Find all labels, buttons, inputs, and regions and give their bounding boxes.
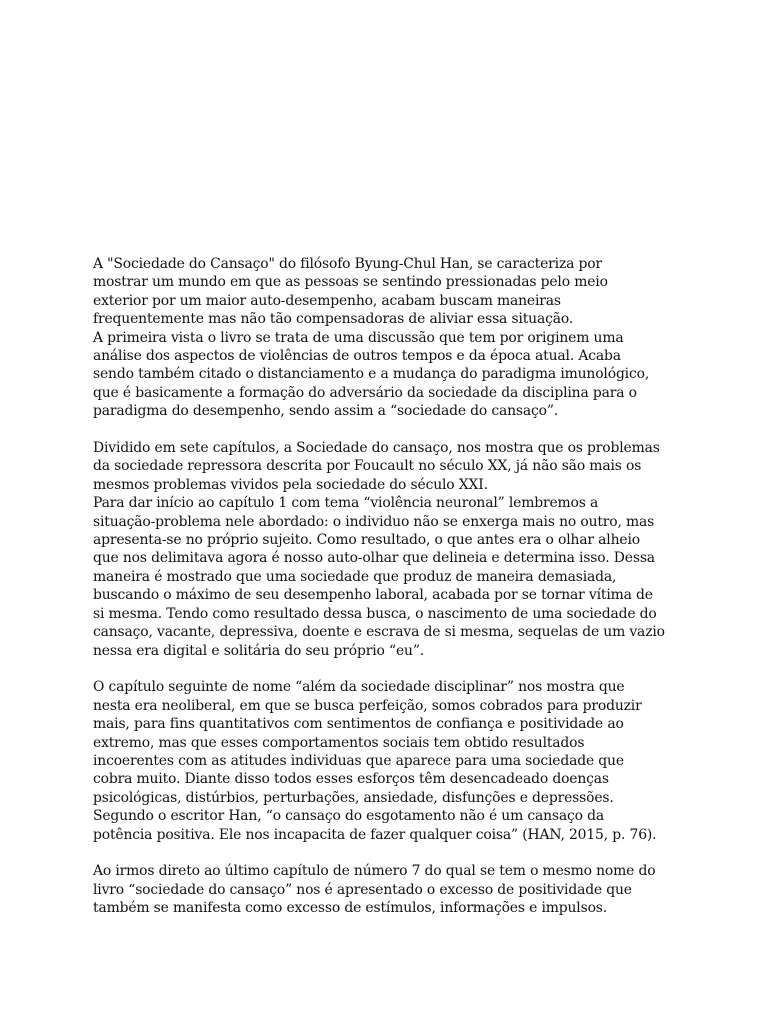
text-line: incoerentes com as atitudes individuas que aparece para uma sociedade que xyxy=(93,752,624,769)
paragraph-chapter-1 xyxy=(93,439,683,660)
text-line: apresenta-se no próprio sujeito. Como resultado, o que antes era o olhar alheio xyxy=(93,532,640,549)
text-line: análise dos aspectos de violências de outros tempos e da época atual. Acaba xyxy=(93,348,621,365)
text-line: mesmos problemas vividos pela sociedade do século XXI. xyxy=(93,476,488,493)
text-line: que é basicamente a formação do adversário da sociedade da disciplina para o xyxy=(93,384,637,401)
text-line: maneira é mostrado que uma sociedade que produz de maneira demasiada, xyxy=(93,568,617,585)
text-line: que nos delimitava agora é nosso auto-olhar que delineia e determina isso. Dessa xyxy=(93,550,655,567)
text-line: potência positiva. Ele nos incapacita de fazer qualquer coisa” (HAN, 2015, p. 76). xyxy=(93,826,657,843)
paragraph-chapter-2 xyxy=(93,678,683,844)
text-line: cansaço, vacante, depressiva, doente e escrava de si mesma, sequelas de um vazio xyxy=(93,624,665,641)
text-line: exterior por um maior auto-desempenho, acabam buscam maneiras xyxy=(93,292,561,309)
text-line: paradigma do desempenho, sendo assim a “sociedade do cansaço”. xyxy=(93,403,559,420)
text-line: nessa era digital e solitária do seu próprio “eu”. xyxy=(93,642,425,659)
text-line: O capítulo seguinte de nome “além da sociedade disciplinar” nos mostra que xyxy=(93,679,625,696)
text-line: cobra muito. Diante disso todos esses esforços têm desencadeado doenças xyxy=(93,771,609,788)
text-line: frequentemente mas não tão compensadoras de aliviar essa situação. xyxy=(93,311,574,328)
text-line: extremo, mas que esses comportamentos sociais tem obtido resultados xyxy=(93,734,585,751)
text-line: também se manifesta como excesso de estímulos, informações e impulsos. xyxy=(93,900,608,917)
paragraph-intro xyxy=(93,255,683,421)
text-line: si mesma. Tendo como resultado dessa busca, o nascimento de uma sociedade do xyxy=(93,605,657,622)
text-line: A primeira vista o livro se trata de uma discussão que tem por originem uma xyxy=(93,329,624,346)
text-line: sendo também citado o distanciamento e a mudança do paradigma imunológico, xyxy=(93,366,650,383)
text-line: nesta era neoliberal, em que se busca perfeição, somos cobrados para produzir xyxy=(93,697,642,714)
text-line: Para dar início ao capítulo 1 com tema “violência neuronal” lembremos a xyxy=(93,495,599,512)
text-line: situação-problema nele abordado: o individuo não se enxerga mais no outro, mas xyxy=(93,513,655,530)
text-line: livro “sociedade do cansaço” nos é apresentado o excesso de positividade que xyxy=(93,881,632,898)
text-line: Ao irmos direto ao último capítulo de número 7 do qual se tem o mesmo nome do xyxy=(93,863,656,880)
paragraph-chapter-7 xyxy=(93,862,683,917)
text-line: psicológicas, distúrbios, perturbações, ansiedade, disfunções e depressões. xyxy=(93,789,614,806)
document-body xyxy=(93,255,683,936)
text-line: da sociedade repressora descrita por Foucault no século XX, já não são mais os xyxy=(93,458,642,475)
text-line: mais, para fins quantitativos com sentimentos de confiança e positividade ao xyxy=(93,716,624,733)
text-line: A "Sociedade do Cansaço" do filósofo Byung-Chul Han, se caracteriza por xyxy=(93,256,602,272)
text-line: Segundo o escritor Han, “o cansaço do esgotamento não é um cansaço da xyxy=(93,808,605,825)
text-line: mostrar um mundo em que as pessoas se sentindo pressionadas pelo meio xyxy=(93,274,608,291)
text-line: buscando o máximo de seu desempenho laboral, acabada por se tornar vítima de xyxy=(93,587,653,604)
text-line: Dividido em sete capítulos, a Sociedade do cansaço, nos mostra que os problemas xyxy=(93,440,660,457)
